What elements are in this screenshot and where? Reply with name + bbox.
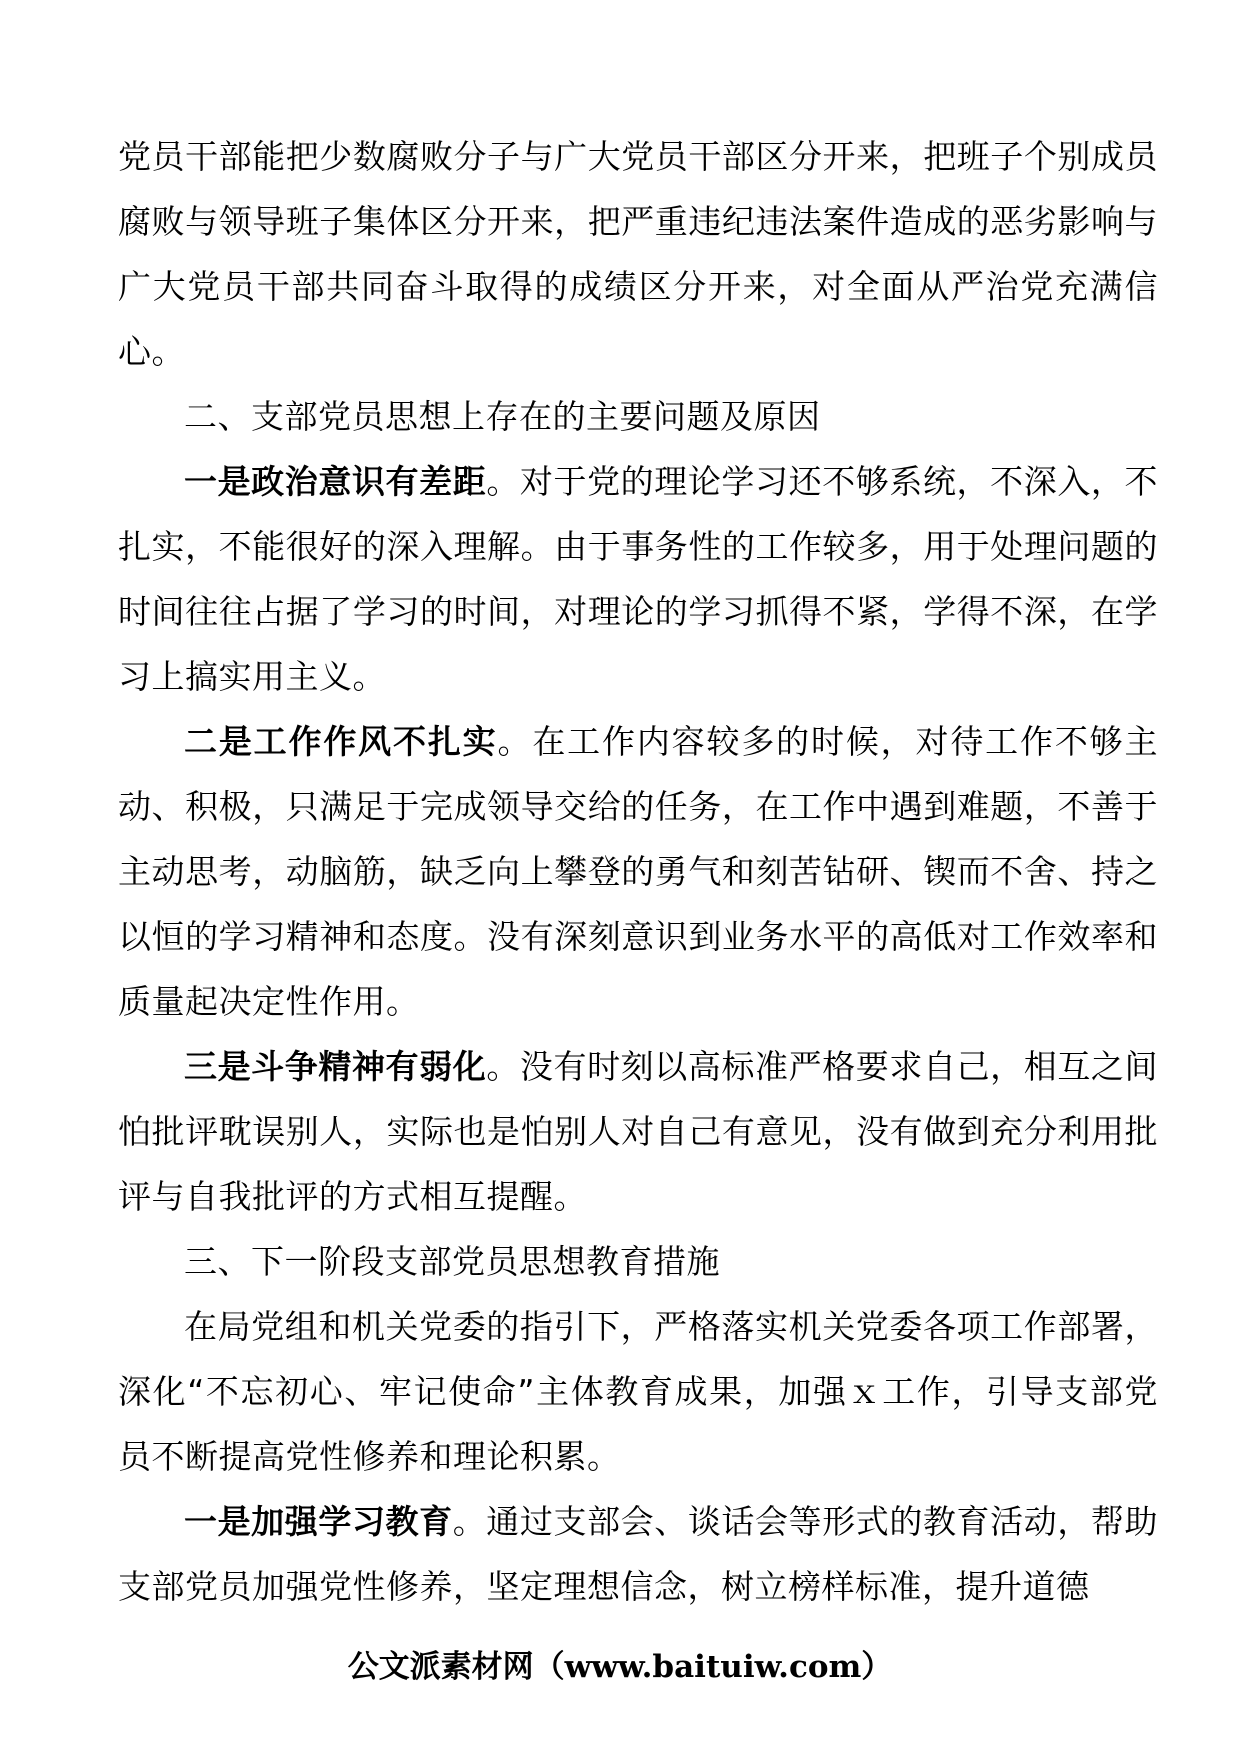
paragraph	[118, 1034, 1158, 1229]
document-body	[118, 124, 1158, 1619]
paragraph	[118, 124, 1158, 384]
paragraph-text: 在局党组和机关党委的指引下，严格落实机关党委各项工作部署，深化“不忘初心、牢记使命”主体教育成果，加强ｘ工作，引导支部党员不断提高党性修养和理论积累。	[118, 1307, 1158, 1476]
paragraph-text: 。通过支部会、谈话会等形式的教育活动，帮助支部党员加强党性修养，坚定理想信念，树立榜样标准，提升道德	[118, 1502, 1159, 1606]
paragraph-text: 。对于党的理论学习还不够系统，不深入，不扎实，不能很好的深入理解。由于事务性的工作较多，用于处理问题的时间往往占据了学习的时间，对理论的学习抓得不紧，学得不深，在学习上搞实用主义。	[118, 462, 1159, 696]
paragraph	[118, 709, 1158, 1034]
paragraph-text: 。没有时刻以高标准严格要求自己，相互之间怕批评耽误别人，实际也是怕别人对自己有意见，没有做到充分利用批评与自我批评的方式相互提醒。	[118, 1047, 1159, 1216]
paragraph	[118, 1294, 1158, 1489]
source-watermark-footer: 公文派素材网（www.baituiw.com）	[347, 1649, 893, 1685]
paragraph-lead: 一是政治意识有差距	[184, 462, 487, 501]
paragraph-text: 党员干部能把少数腐败分子与广大党员干部区分开来，把班子个别成员腐败与领导班子集体区分开来，把严重违纪违法案件造成的恶劣影响与广大党员干部共同奋斗取得的成绩区分开来，对全面从严治党充满信心。	[118, 137, 1158, 371]
paragraph-lead: 三是斗争精神有弱化	[184, 1047, 487, 1086]
section-heading	[118, 384, 1158, 449]
section-heading-text: 二、支部党员思想上存在的主要问题及原因	[184, 397, 821, 436]
paragraph-text: 。在工作内容较多的时候，对待工作不够主动、积极，只满足于完成领导交给的任务，在工作中遇到难题，不善于主动思考，动脑筋，缺乏向上攀登的勇气和刻苦钻研、锲而不舍、持之以恒的学习精神和态度。没有深刻意识到业务水平的高低对工作效率和质量起决定性作用。	[118, 722, 1159, 1021]
paragraph-lead: 二是工作作风不扎实	[184, 722, 498, 761]
section-heading-text: 三、下一阶段支部党员思想教育措施	[184, 1242, 720, 1281]
paragraph	[118, 449, 1158, 709]
paragraph	[118, 1489, 1158, 1619]
paragraph-lead: 一是加强学习教育	[184, 1502, 453, 1541]
section-heading	[118, 1229, 1158, 1294]
